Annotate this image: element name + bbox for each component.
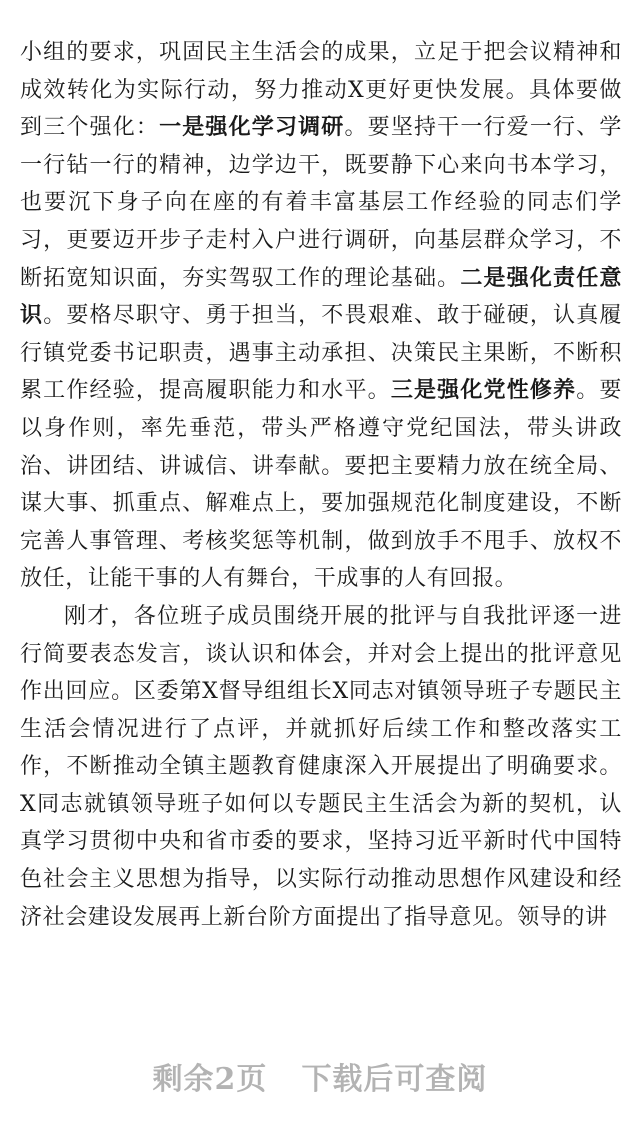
paragraph-1-text-1: 小组的要求，巩固民主生活会的成果，立足于把会议精神和成效转化为实际行动，努力推动X更好更快发展。具体要做到三个强化： [20, 40, 622, 141]
paragraph-1-text-4: 。要以身作则，率先垂范，带头严格遵守党纪国法，带头讲政治、讲团结、讲诚信、讲奉献。要把主要精力放在统全局、谋大事、抓重点、解难点上，要加强规范化制度建设，不断完善人事管理、考核奖惩等机制，做到放手不甩手、放权不放任，让能干事的人有舞台，干成事的人有回报。 [20, 378, 622, 592]
paragraph-2: 刚才，各位班子成员围绕开展的批评与自我批评逐一进行简要表态发言，谈认识和体会，并对会上提出的批评意见作出回应。区委第X督导组组长X同志对镇领导班子专题民主生活会情况进行了点评，并就抓好后续工作和整改落实工作，不断推动全镇主题教育健康深入开展提出了明确要求。X同志就镇领导班子如何以专题民主生活会为新的契机，认真学习贯彻中央和省市委的要求，坚持习近平新时代中国特色社会主义思想为指导，以实际行动推动思想作风建设和经济社会建设发展再上新台阶方面提出了指导意见。领导的讲 [20, 603, 622, 930]
paragraph-1-text-2: 。要坚持干一行爱一行、学一行钻一行的精神，边学边干，既要静下心来向书本学习，也要沉下身子向在座的有着丰富基层工作经验的同志们学习，更要迈开步子走村入户进行调研，向基层群众学习，不断拓宽知识面，夯实驾驭工作的理论基础。 [20, 115, 622, 291]
remaining-pages-label: 剩余2页 [152, 1062, 268, 1097]
document-body [20, 34, 622, 994]
emphasis-study-research: 一是强化学习调研 [159, 114, 345, 141]
emphasis-party-spirit: 三是强化党性修养 [390, 377, 577, 404]
emphasis-responsibility: 二是强化责任意识 [20, 264, 622, 329]
download-notice[interactable] [0, 1054, 640, 1098]
paragraph-1-text-3: 。要格尽职守、勇于担当，不畏艰难、敢于碰硬，认真履行镇党委书记职责，遇事主动承担、决策民主果断，不断积累工作经验，提高履职能力和水平。 [20, 303, 622, 404]
paragraph-1 [20, 34, 622, 598]
download-to-view-label: 下载后可查阅 [301, 1062, 488, 1097]
